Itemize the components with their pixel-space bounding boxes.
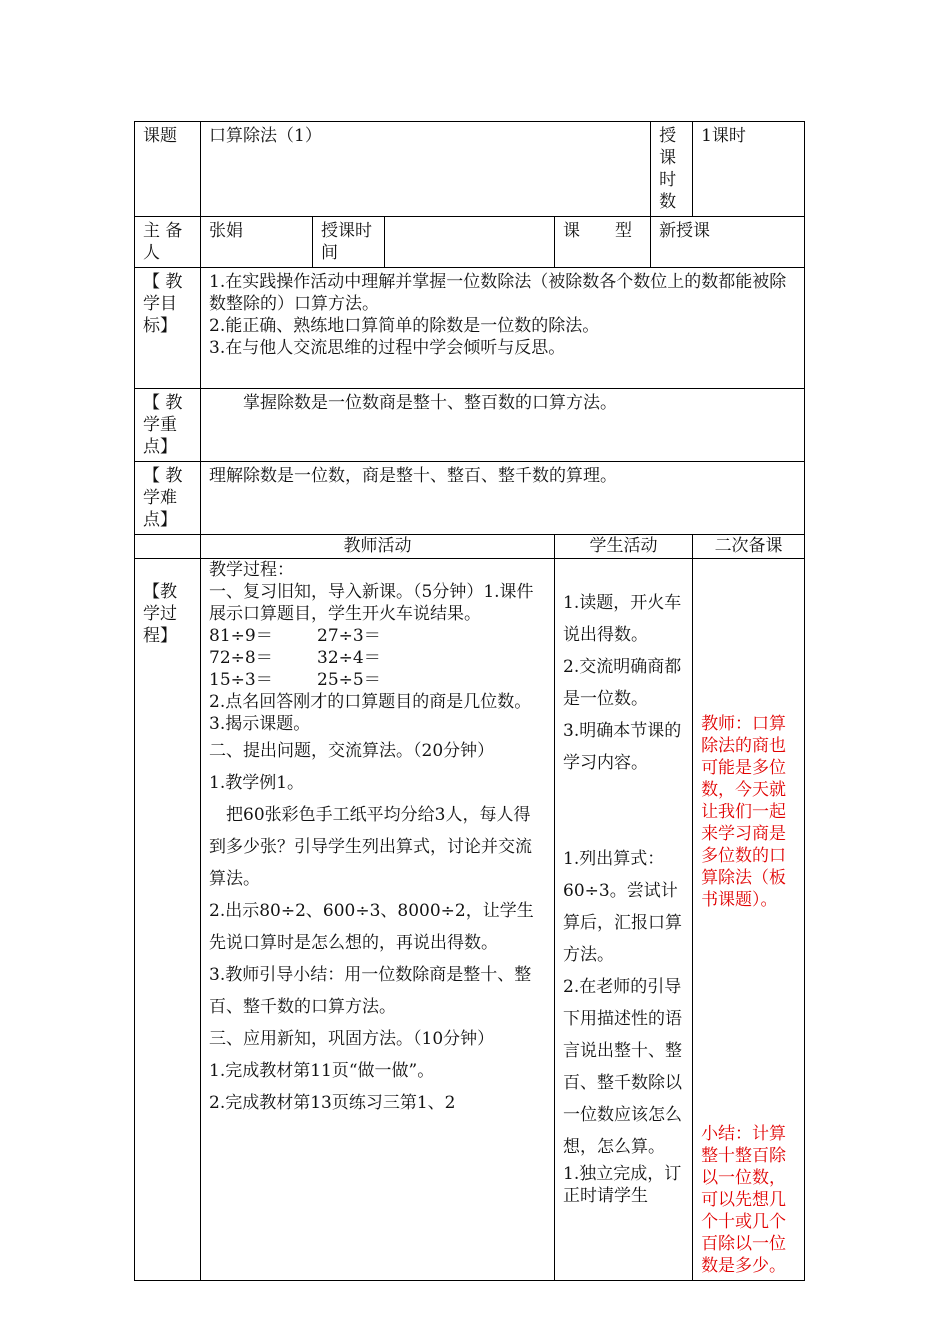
time-value	[385, 217, 555, 268]
goals-label: 【 教学目标】	[135, 268, 201, 389]
equation: 27÷3＝	[317, 626, 381, 646]
teacher-line: 二、提出问题，交流算法。（20分钟）	[209, 741, 495, 761]
student-header: 学生活动	[555, 535, 693, 559]
type-label: 课 型	[555, 217, 651, 268]
teacher-note: 教师：口算除法的商也可能是多位数，今天就让我们一起来学习商是多位数的口算除法（板书课题）。	[701, 714, 787, 910]
teacher-activity	[201, 559, 555, 1281]
teacher-line: 2.点名回答刚才的口算题目的商是几位数。	[209, 692, 532, 712]
equation: 32÷4＝	[317, 648, 381, 668]
hours-label: 授课时数	[651, 122, 693, 217]
time-label: 授课时间	[313, 217, 385, 268]
goal-item: 3.在与他人交流思维的过程中学会倾听与反思。	[209, 338, 566, 358]
equation-row	[209, 647, 546, 669]
difficulty-text: 理解除数是一位数，商是整十、整百、整千数的算理。	[201, 462, 805, 535]
hours-value: 1课时	[693, 122, 805, 217]
teacher-line: 一、复习旧知，导入新课。（5分钟）1.课件展示口算题目，学生开火车说结果。	[209, 582, 534, 624]
goals-content	[201, 268, 805, 389]
equation: 81÷9＝	[209, 626, 273, 646]
teacher-line: 1.完成教材第11页“做一做”。	[209, 1061, 435, 1081]
activity-header-row	[135, 535, 805, 559]
difficulty-label: 【 教学难点】	[135, 462, 201, 535]
equation-row	[209, 625, 546, 647]
goals-row	[135, 268, 805, 389]
teacher-line: 教学过程：	[209, 560, 294, 580]
equation: 72÷8＝	[209, 648, 273, 668]
student-activity	[555, 559, 693, 1281]
student-line: 2.在老师的引导下用描述性的语言说出整十、整百、整千数除以一位数应该怎么想，怎么算。	[563, 977, 682, 1157]
teacher-line: 三、应用新知，巩固方法。（10分钟）	[209, 1029, 495, 1049]
teacher-line: 2.完成教材第13页练习三第1、2	[209, 1093, 456, 1113]
student-line: 1.列出算式：60÷3。尝试计算后，汇报口算方法。	[563, 849, 682, 965]
teacher-line: 把60张彩色手工纸平均分给3人，每人得到多少张？引导学生列出算式，讨论并交流算法。	[209, 805, 532, 889]
key-point-row	[135, 389, 805, 462]
equation: 15÷3＝	[209, 670, 273, 690]
header-spacer	[135, 535, 201, 559]
equation: 25÷5＝	[317, 670, 381, 690]
student-line: 1.独立完成，订正时请学生	[563, 1164, 682, 1206]
equation-row	[209, 669, 546, 691]
second-prep	[693, 559, 805, 1281]
difficulty-row	[135, 462, 805, 535]
teacher-line: 3.揭示课题。	[209, 714, 311, 734]
lesson-label: 课题	[135, 122, 201, 217]
lesson-title: 口算除法（1）	[201, 122, 651, 217]
student-line: 1.读题，开火车说出得数。	[563, 593, 682, 645]
process-row	[135, 559, 805, 1281]
info-row	[135, 217, 805, 268]
preparer-label: 主 备 人	[135, 217, 201, 268]
preparer-name: 张娟	[201, 217, 313, 268]
student-line: 3.明确本节课的学习内容。	[563, 721, 682, 773]
key-point-label: 【 教学重点】	[135, 389, 201, 462]
teacher-header: 教师活动	[201, 535, 555, 559]
process-label: 【教学过程】	[135, 559, 201, 1281]
teacher-line: 3.教师引导小结：用一位数除商是整十、整百、整千数的口算方法。	[209, 965, 532, 1017]
teacher-line: 2.出示80÷2、600÷3、8000÷2，让学生先说口算时是怎么想的，再说出得数。	[209, 901, 534, 953]
type-value: 新授课	[651, 217, 805, 268]
key-point-text: 掌握除数是一位数商是整十、整百数的口算方法。	[201, 389, 805, 462]
teacher-line: 1.教学例1。	[209, 773, 305, 793]
goal-item: 2.能正确、熟练地口算简单的除数是一位数的除法。	[209, 316, 600, 336]
student-line: 2.交流明确商都是一位数。	[563, 657, 682, 709]
lesson-plan-table	[134, 121, 805, 1281]
goal-item: 1.在实践操作活动中理解并掌握一位数除法（被除数各个数位上的数都能被除数整除的）口算方法。	[209, 272, 787, 314]
title-row	[135, 122, 805, 217]
summary-note: 小结：计算整十整百除以一位数，可以先想几个十或几个百除以一位数是多少。	[701, 1124, 787, 1276]
second-header: 二次备课	[693, 535, 805, 559]
